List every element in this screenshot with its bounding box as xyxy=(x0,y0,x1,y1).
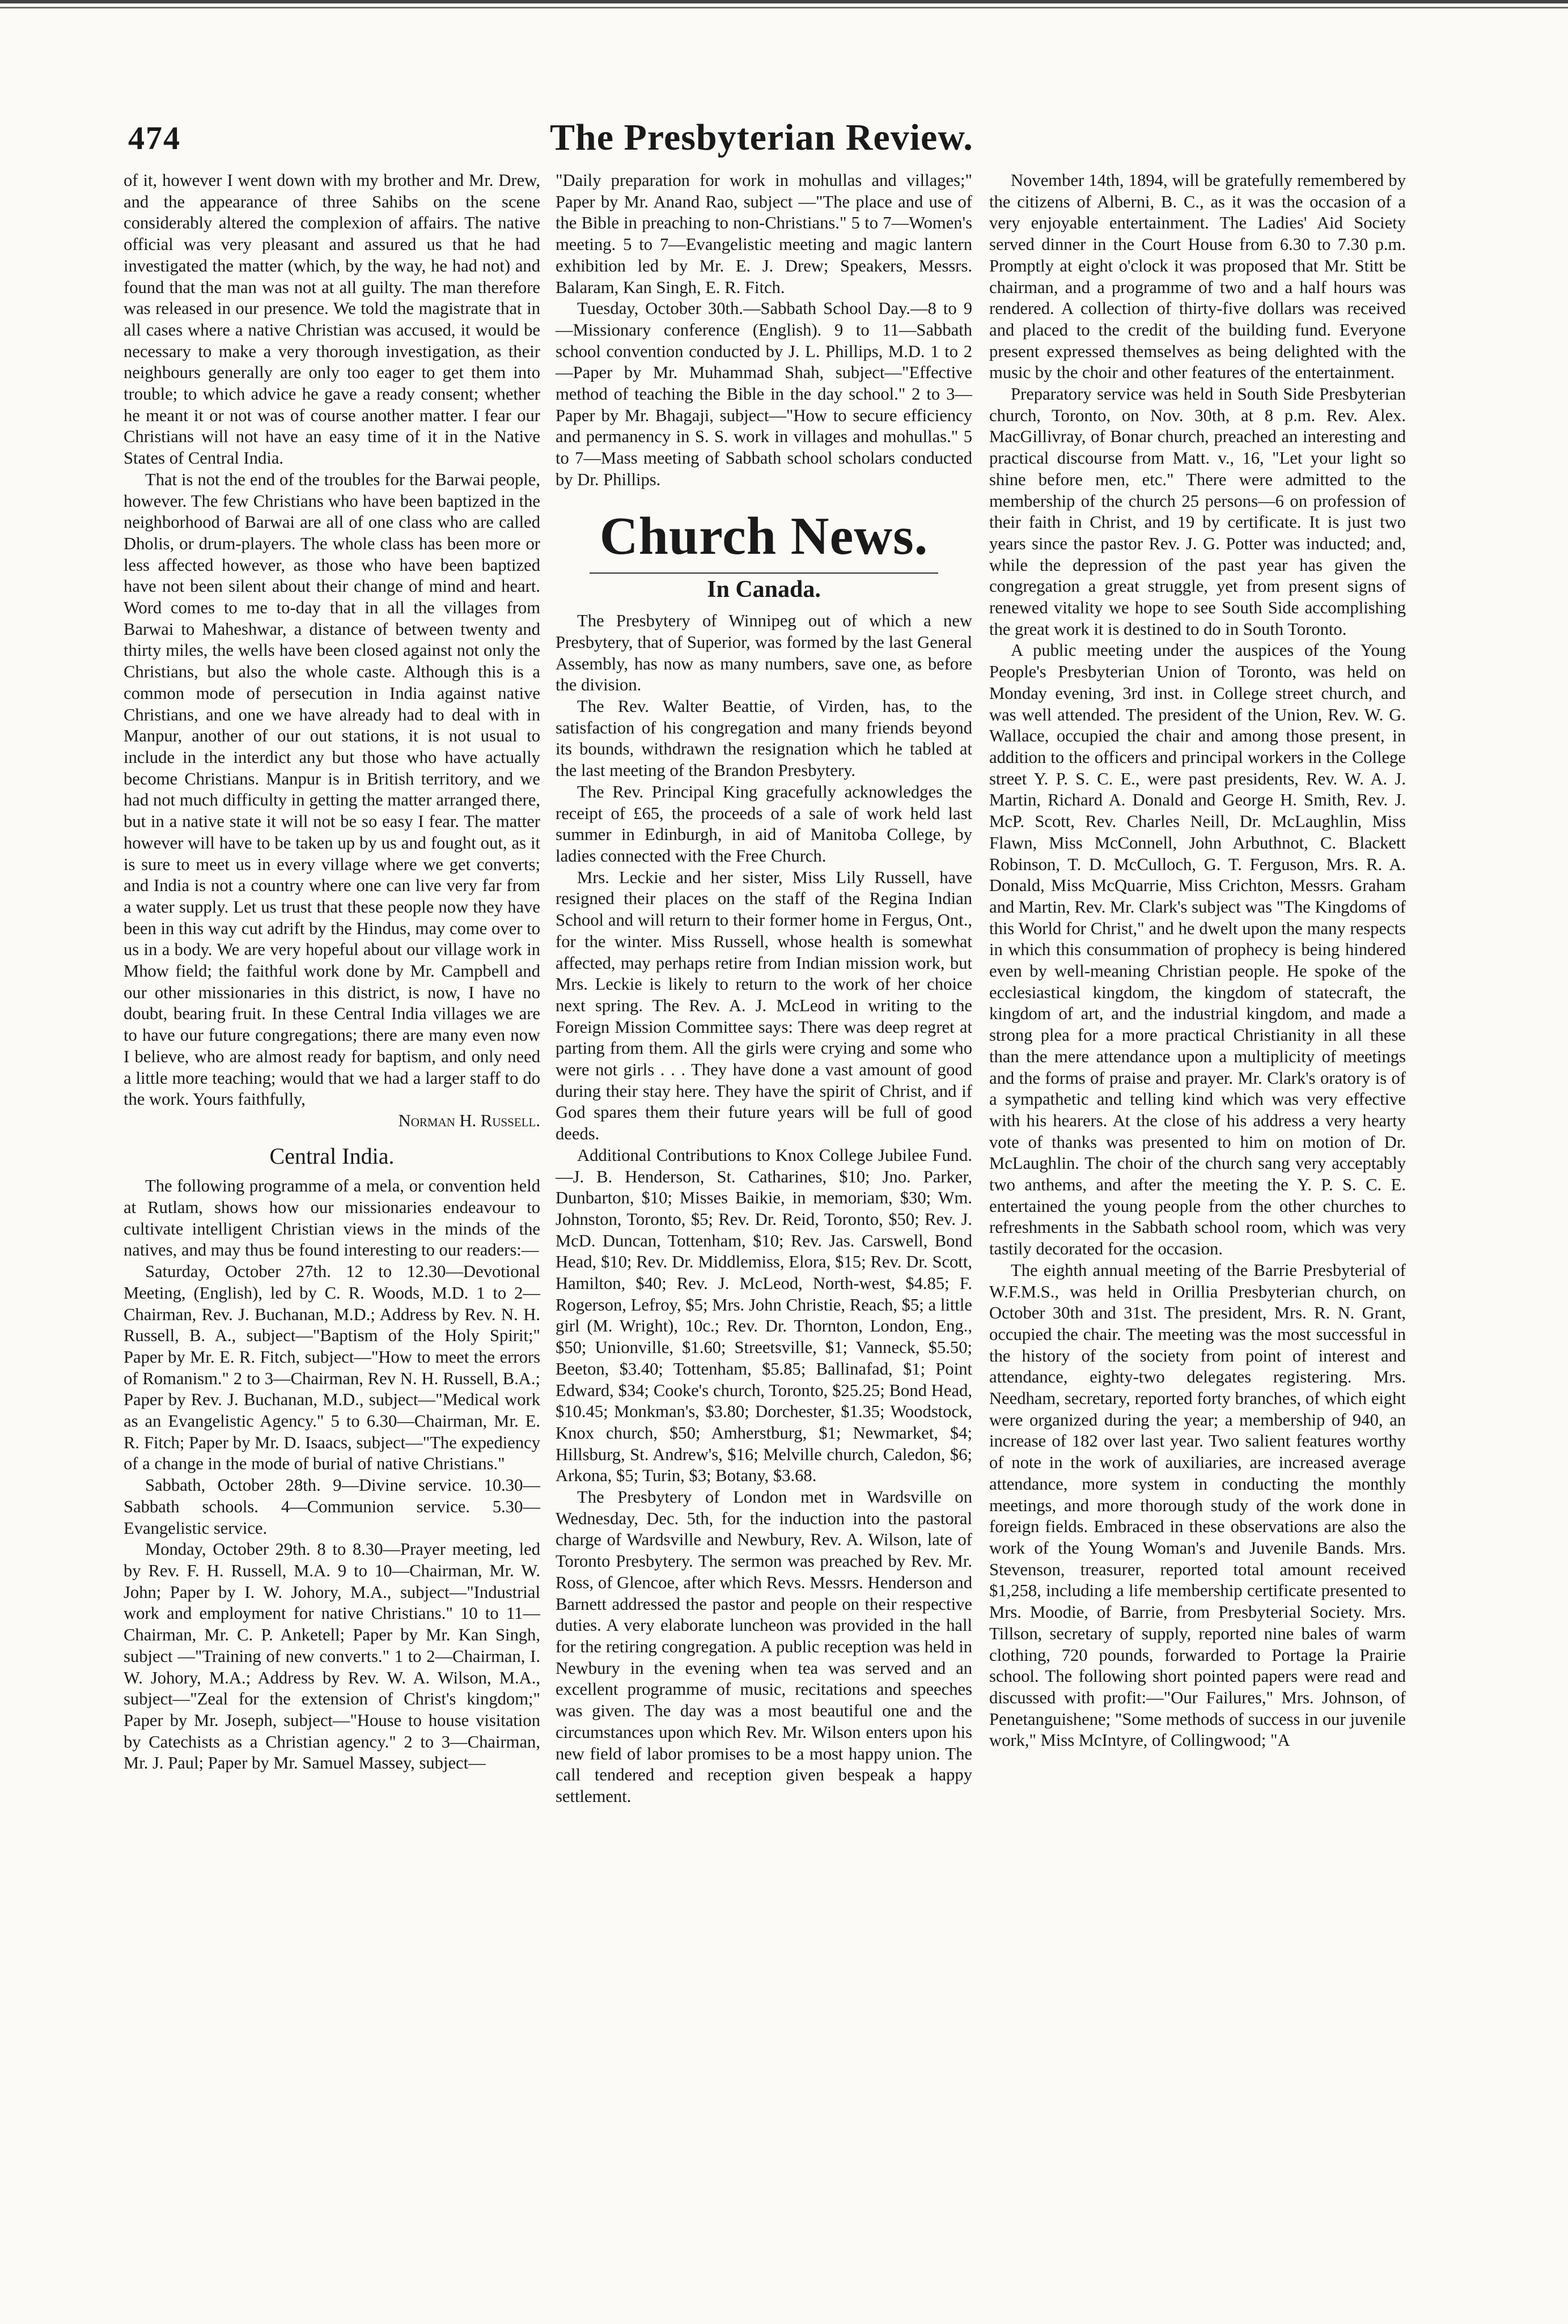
subhead-in-canada: In Canada. xyxy=(707,576,821,603)
paragraph: The following programme of a mela, or convention held at Rutlam, shows how our missionaries endeavour to cultivate intelligent Christian views in the minds of the natives, and may thus be found interesting to our readers:— xyxy=(124,1176,540,1260)
paragraph: of it, however I went down with my brother and Mr. Drew, and the appearance of three Sahibs on the scene considerably altered the complexion of affairs. The native official was very pleasant and assured us that he had investigated the matter (which, by the way, he had not) and found that the man was not at all guilty. The man therefore was released in our presence. We told the magistrate that in all cases where a native Christian was accused, it would be necessary to make a very thorough investigation, as their neighbours generally are only too eager to get them into trouble; to which advice he gave a ready consent; whether he meant it or not was of course another matter. I fear our Christians will not have an easy time of it in the Native States of Central India. xyxy=(124,171,540,468)
signature: Norman H. Russell. xyxy=(398,1110,540,1130)
divider xyxy=(590,572,938,574)
section-title-central-india: Central India. xyxy=(269,1143,395,1169)
paragraph: The eighth annual meeting of the Barrie Presbyterial of W.F.M.S., was held in Orillia Presbyterian church, on October 30th and 31st. The president, Mrs. R. N. Grant, occupied the chair. The meeting was the most successful in the history of the society from point of interest and attendance, eighty-two delegates registering. Mrs. Needham, secretary, reported forty branches, of which eight were organized during the year; a membership of 940, an increase of 182 over last year. Two salient features worthy of note in the work of auxiliaries, are increased average attendance, more system in conducting the monthly meetings, and more thorough study of the work done in foreign fields. Embraced in these observations are also the work of the Young Woman's and Juvenile Bands. Mrs. Stevenson, treasurer, reported total amount received $1,258, including a life membership certificate presented to Mrs. Moodie, of Barrie, from Presbyterial Society. Mrs. Tillson, secretary of supply, reported nine bales of warm clothing, 720 pounds, forwarded to Portage la Prairie school. The following short pointed papers were read and discussed with profit:—"Our Failures," Mrs. Johnson, of Penetanguishene; "Some methods of success in our juvenile work," Miss McIntyre, of Collingwood; "A xyxy=(989,1260,1406,1750)
page-number: 474 xyxy=(128,120,181,156)
paragraph: November 14th, 1894, will be gratefully remembered by the citizens of Alberni, B. C., as it was the occasion of a very enjoyable entertainment. The Ladies' Aid Society served dinner in the Court House from 6.30 to 7.30 p.m. Promptly at eight o'clock it was proposed that Mr. Stitt be chairman, and a programme of two and a half hours was rendered. A collection of thirty-five dollars was received and placed to the credit of the building fund. Everyone present expressed themselves as being delighted with the music by the choir and other features of the entertainment. xyxy=(989,171,1406,383)
paragraph: The Rev. Principal King gracefully acknowledges the receipt of £65, the proceeds of a sale of work held last summer in Edinburgh, in aid of Manitoba College, by ladies connected with the Free Church. xyxy=(556,782,972,866)
top-border-rule xyxy=(0,0,1568,16)
paragraph: Mrs. Leckie and her sister, Miss Lily Russell, have resigned their places on the staff of the Regina Indian School and will return to their former home in Fergus, Ont., for the winter. Miss Russell, whose health is somewhat affected, may perhaps retire from Indian mission work, but Mrs. Leckie is likely to return to the work of her choice next spring. The Rev. A. J. McLeod in writing to the Foreign Mission Committee says: There was deep regret at parting from them. All the girls were crying and some who were not girls . . . They have done a vast amount of good during their stay here. They have the spirit of Christ, and if God spares them their future years will be full of good deeds. xyxy=(556,867,972,1144)
paragraph: Sabbath, October 28th. 9—Divine service. 10.30—Sabbath schools. 4—Communion service. 5.30—Evangelistic service. xyxy=(124,1475,540,1538)
church-news-masthead: Church News. xyxy=(599,506,929,566)
paragraph: Preparatory service was held in South Side Presbyterian church, Toronto, on Nov. 30th, at 8 p.m. Rev. Alex. MacGillivray, of Bonar church, preached an interesting and practical discourse from Matt. v., 16, "Let your light so shine before men, etc." There were admitted to the membership of the church 25 persons—6 on profession of their faith in Christ, and 19 by certificate. It is just two years since the pastor Rev. J. G. Potter was inducted; and, while the depression of the past year has given the congregation a great struggle, yet from present signs of renewed vitality we hope to see South Side accomplishing the great work it is destined to do in South Toronto. xyxy=(989,384,1406,639)
column-left xyxy=(124,170,540,1774)
column-right xyxy=(989,170,1406,1752)
paragraph: "Daily preparation for work in mohullas and villages;" Paper by Mr. Anand Rao, subject —"The place and use of the Bible in preaching to non-Christians." 5 to 7—Women's meeting. 5 to 7—Evangelistic meeting and magic lantern exhibition led by Mr. E. J. Drew; Speakers, Messrs. Balaram, Kan Singh, E. R. Fitch. xyxy=(556,171,972,297)
paragraph: Tuesday, October 30th.—Sabbath School Day.—8 to 9—Missionary conference (English). 9 to 11—Sabbath school convention conducted by J. L. Phillips, M.D. 1 to 2—Paper by Mr. Muhammad Shah, subject—"Effective method of teaching the Bible in the day school." 2 to 3—Paper by Mr. Bhagaji, subject—"How to secure efficiency and permanency in S. S. work in villages and mohullas." 5 to 7—Mass meeting of Sabbath school scholars conducted by Dr. Phillips. xyxy=(556,299,972,489)
paragraph: The Rev. Walter Beattie, of Virden, has, to the satisfaction of his congregation and many friends beyond its bounds, withdrawn the resignation which he tabled at the last meeting of the Brandon Presbytery. xyxy=(556,697,972,781)
paragraph: Saturday, October 27th. 12 to 12.30—Devotional Meeting, (English), led by C. R. Woods, M.D. 1 to 2—Chairman, Rev. J. Buchanan, M.D.; Address by Rev. N. H. Russell, B. A., subject—"Baptism of the Holy Spirit;" Paper by Mr. E. R. Fitch, subject—"How to meet the errors of Romanism." 2 to 3—Chairman, Rev N. H. Russell, B.A.; Paper by Rev. J. Buchanan, M.D., subject—"Medical work as an Evangelistic Agency." 5 to 6.30—Chairman, Mr. E. R. Fitch; Paper by Mr. D. Isaacs, subject—"The expediency of a change in the mode of burial of native Christians." xyxy=(124,1262,540,1474)
paragraph: Additional Contributions to Knox College Jubilee Fund.—J. B. Henderson, St. Catharines, $10; Jno. Parker, Dunbarton, $10; Misses Baikie, in memoriam, $30; Wm. Johnston, Toronto, $5; Rev. Dr. Reid, Toronto, $50; Rev. J. McD. Duncan, Tottenham, $10; Rev. Jas. Carswell, Bond Head, $10; Rev. Dr. Middlemiss, Elora, $15; Rev. Dr. Scott, Hamilton, $40; Rev. J. McLeod, North-west, $4.85; F. Rogerson, Lefroy, $5; Mrs. John Christie, Reach, $5; a little girl (M. Wright), 10c.; Rev. Dr. Thornton, London, Eng., $50; Unionville, $1.60; Streetsville, $1; Vanneck, $5.50; Beeton, $3.40; Tottenham, $5.85; Ballinafad, $1; Point Edward, $34; Cooke's church, Toronto, $25.25; Bond Head, $10.45; Monkman's, $3.80; Dorchester, $1.35; Woodstock, Knox church, $50; Amherstburg, $1; Newmarket, $4; Hillsburg, St. Andrew's, $16; Melville church, Caledon, $6; Arkona, $5; Turin, $3; Botany, $3.68. xyxy=(556,1145,972,1486)
running-title: The Presbyterian Review. xyxy=(550,117,973,158)
paragraph: The Presbytery of Winnipeg out of which a new Presbytery, that of Superior, was formed by the last General Assembly, has now as many numbers, save one, as before the division. xyxy=(556,611,972,695)
paragraph: Monday, October 29th. 8 to 8.30—Prayer meeting, led by Rev. F. H. Russell, M.A. 9 to 10—Chairman, Mr. W. John; Paper by I. W. Johory, M.A., subject—"Industrial work and employment for native Christians." 10 to 11—Chairman, Mr. C. P. Anketell; Paper by Mr. Kan Singh, subject —"Training of new converts." 1 to 2—Chairman, I. W. Johory, M.A.; Address by Rev. W. A. Wilson, M.A., subject—"Zeal for the extension of Christ's kingdom;" Paper by Mr. Joseph, subject—"House to house visitation by Catechists as a Christian agency." 2 to 3—Chairman, Mr. J. Paul; Paper by Mr. Samuel Massey, subject— xyxy=(124,1540,540,1773)
paragraph: That is not the end of the troubles for the Barwai people, however. The few Christians who have been baptized in the neighborhood of Barwai are all of one class who are called Dholis, or drum-players. The whole class has been more or less affected however, as those who have been baptized have not been silent about their change of mind and heart. Word comes to me to-day that in all the villages from Barwai to Maheshwar, a distance of between twenty and thirty miles, the wells have been closed against not only the Christians, but also the whole caste. Although this is a common mode of persecution in India against native Christians, and one we have already had to deal with in Manpur, another of our out stations, it is not usual to include in the interdict any but those who have actually become Christians. Manpur is in British territory, and we had not much difficulty in getting the matter arranged there, but in a native state it will not be so easy I fear. The matter however will have to be taken up by us and fought out, as it is sure to meet us in every village where we get converts; and India is not a country where one can live very far from a water supply. Let us trust that these people now they have been in this way cut adrift by the Hindus, may come over to us in a body. We are very hopeful about our village work in Mhow field; the faithful work done by Mr. Campbell and our other missionaries in this district, is now, I have no doubt, bearing fruit. In these Central India villages we are to have our future congregations; there are many even now I believe, who are almost ready for baptism, and only need a little more teaching; would that we had a larger staff to do the work. Yours faithfully, xyxy=(124,469,540,1109)
paragraph: A public meeting under the auspices of the Young People's Presbyterian Union of Toronto, was held on Monday evening, 3rd inst. in College street church, and was well attended. The president of the Union, Rev. W. G. Wallace, occupied the chair and among those present, in addition to the officers and principal workers in the College street Y. P. S. C. E., were past presidents, Rev. W. A. J. Martin, Richard A. Donald and George H. Smith, Rev. J. McP. Scott, Rev. Charles Neill, Dr. McLaughlin, Miss Flawn, Miss McConnell, John Arbuthnot, C. Blackett Robinson, T. D. McCulloch, G. T. Ferguson, Mrs. R. A. Donald, Miss McQuarrie, Miss Crichton, Messrs. Graham and Martin, Rev. Mr. Clark's subject was "The Kingdoms of this World for Christ," and he dwelt upon the many respects in which this consummation of prophecy is being hindered even by well-meaning Christian people. He spoke of the ecclesiastical kingdom, the kingdom of statecraft, the kingdom of art, and the industrial kingdom, and made a strong plea for a more practical Christianity in all these than the mere attendance upon a multiplicity of meetings and the forms of praise and prayer. Mr. Clark's oratory is of a sympathetic and telling kind which was very effective with his hearers. At the close of his address a very hearty vote of thanks was presented to him on motion of Dr. McLaughlin. The choir of the church sang very acceptably two anthems, and after the meeting the Y. P. S. C. E. entertained the young people from the other churches to refreshments in the Sabbath school room, which was very tastily decorated for the occasion. xyxy=(989,641,1406,1259)
column-middle xyxy=(556,170,972,1808)
paragraph: The Presbytery of London met in Wardsville on Wednesday, Dec. 5th, for the induction into the pastoral charge of Wardsville and Newbury, Rev. A. Wilson, late of Toronto Presbytery. The sermon was preached by Rev. Mr. Ross, of Glencoe, after which Revs. Messrs. Henderson and Barnett addressed the pastor and people on their respective duties. A very elaborate luncheon was provided in the hall for the retiring congregation. A public reception was held in Newbury in the evening when tea was served and an excellent programme of music, recitations and speeches was given. The day was a most beautiful one and the circumstances upon which Rev. Mr. Wilson enters upon his new field of labor promises to be a most happy union. The call tendered and reception given bespeak a happy settlement. xyxy=(556,1487,972,1806)
